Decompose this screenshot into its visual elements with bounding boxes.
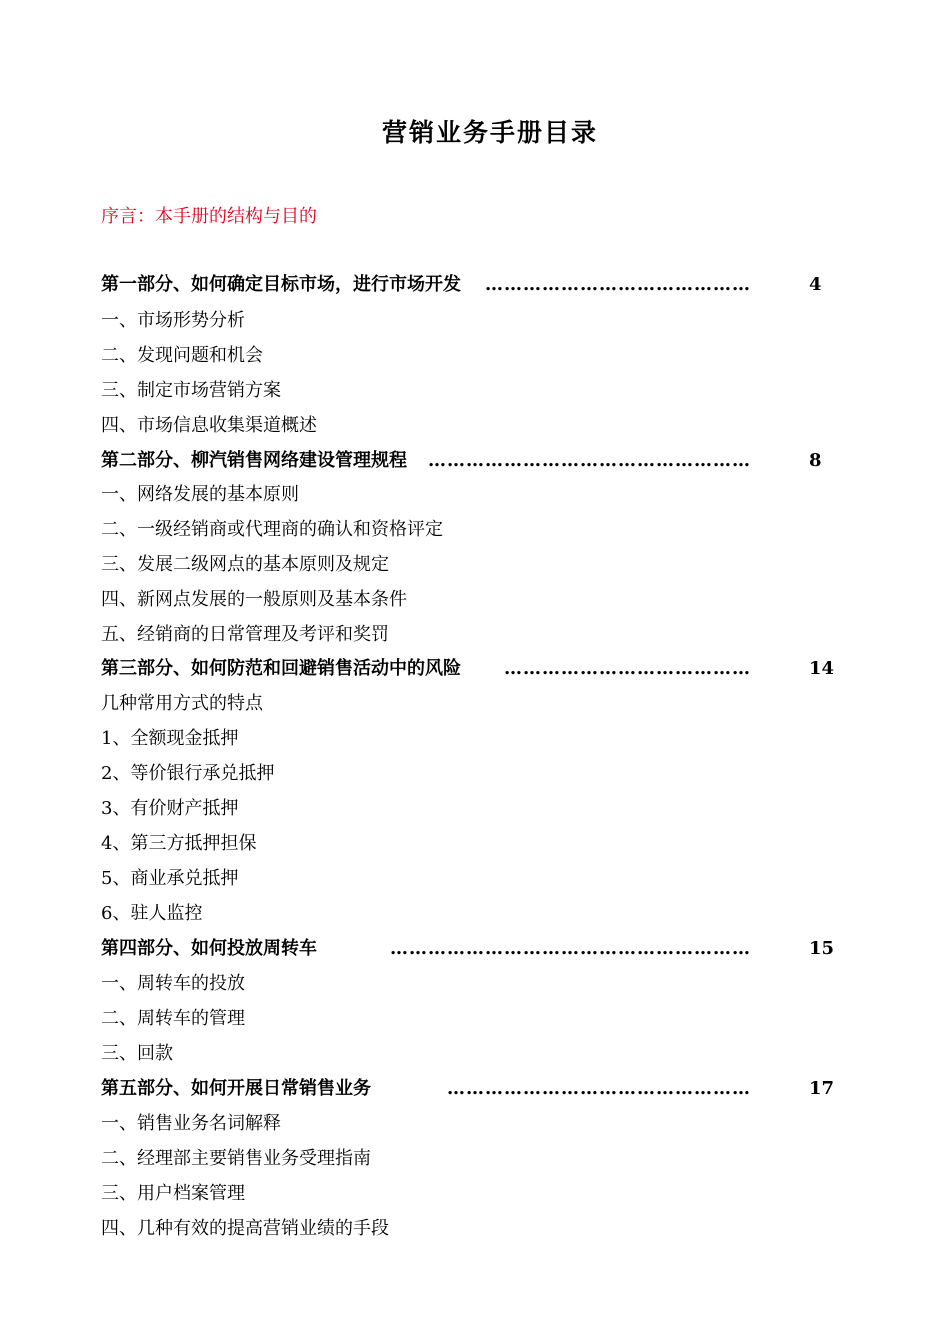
toc-item-title: 几种常用方式的特点 (101, 693, 263, 714)
toc-item-entry (101, 899, 202, 929)
preface-line: 序言：本手册的结构与目的 (101, 206, 317, 227)
toc-part-title: 第三部分、如何防范和回避销售活动中的风险 (101, 658, 461, 679)
toc-page-number: 17 (809, 1078, 835, 1099)
toc-item-entry (101, 969, 245, 999)
toc-item-title: 5、商业承兑抵押 (101, 868, 239, 889)
toc-item-entry (101, 306, 245, 336)
toc-item-title: 一、周转车的投放 (101, 973, 245, 994)
toc-item-title: 6、驻人监控 (101, 903, 203, 924)
toc-part-title: 第四部分、如何投放周转车 (101, 938, 317, 959)
toc-leader-dots: ………………………………… (504, 658, 751, 679)
toc-item-title: 4、第三方抵押担保 (101, 833, 257, 854)
toc-page-number: 4 (809, 274, 822, 295)
toc-item-entry (101, 620, 389, 650)
toc-item-title: 3、有价财产抵押 (101, 798, 239, 819)
toc-item-title: 2、等价银行承兑抵押 (101, 763, 275, 784)
toc-item-title: 一、网络发展的基本原则 (101, 484, 299, 505)
toc-item-title: 二、经理部主要销售业务受理指南 (101, 1148, 371, 1169)
toc-item-title: 二、一级经销商或代理商的确认和资格评定 (101, 519, 443, 540)
toc-item-entry (101, 515, 443, 545)
page-title: 营销业务手册目录 (381, 118, 598, 147)
toc-part-entry (101, 654, 835, 684)
toc-part-entry (101, 446, 831, 476)
toc-item-title: 四、市场信息收集渠道概述 (101, 415, 317, 436)
toc-item-title: 四、几种有效的提高营销业绩的手段 (101, 1218, 389, 1239)
toc-item-entry (101, 341, 263, 371)
toc-item-title: 一、市场形势分析 (101, 310, 245, 331)
toc-part-title: 第一部分、如何确定目标市场，进行市场开发 (101, 274, 461, 295)
toc-part-entry (101, 270, 831, 300)
toc-item-entry (101, 794, 238, 824)
toc-item-entry (101, 759, 274, 789)
toc-page-number: 15 (809, 938, 835, 959)
toc-item-entry (101, 829, 256, 859)
toc-part-title: 第二部分、柳汽销售网络建设管理规程 (101, 450, 407, 471)
toc-item-entry (101, 1214, 389, 1244)
toc-item-entry (101, 864, 238, 894)
toc-item-title: 三、制定市场营销方案 (101, 380, 281, 401)
toc-leader-dots: ………………………………………… (447, 1078, 751, 1099)
toc-item-title: 三、发展二级网点的基本原则及规定 (101, 554, 389, 575)
toc-item-entry (101, 480, 299, 510)
toc-item-entry (101, 585, 407, 615)
toc-part-entry (101, 934, 835, 964)
toc-item-entry (101, 550, 389, 580)
toc-page-number: 8 (809, 450, 822, 471)
toc-item-entry (101, 724, 238, 754)
toc-part-title: 第五部分、如何开展日常销售业务 (101, 1078, 371, 1099)
toc-page-number: 14 (809, 658, 835, 679)
toc-item-title: 一、销售业务名词解释 (101, 1113, 281, 1134)
toc-leader-dots: …………………………………… (485, 274, 751, 295)
toc-item-entry (101, 1109, 281, 1139)
toc-item-title: 1、全额现金抵押 (101, 728, 239, 749)
toc-item-entry (101, 1144, 371, 1174)
toc-part-entry (101, 1074, 835, 1104)
toc-item-entry (101, 1179, 245, 1209)
toc-item-title: 三、用户档案管理 (101, 1183, 245, 1204)
toc-leader-dots: ………………………………………………… (390, 938, 751, 959)
toc-item-entry (101, 411, 317, 441)
toc-item-title: 五、经销商的日常管理及考评和奖罚 (101, 624, 389, 645)
toc-item-entry (101, 1039, 173, 1069)
toc-item-entry (101, 1004, 245, 1034)
toc-item-title: 三、回款 (101, 1043, 173, 1064)
toc-item-title: 二、周转车的管理 (101, 1008, 245, 1029)
toc-item-title: 四、新网点发展的一般原则及基本条件 (101, 589, 407, 610)
toc-item-entry (101, 689, 263, 719)
toc-leader-dots: …………………………………………… (428, 450, 751, 471)
toc-item-title: 二、发现问题和机会 (101, 345, 263, 366)
toc-item-entry (101, 376, 281, 406)
